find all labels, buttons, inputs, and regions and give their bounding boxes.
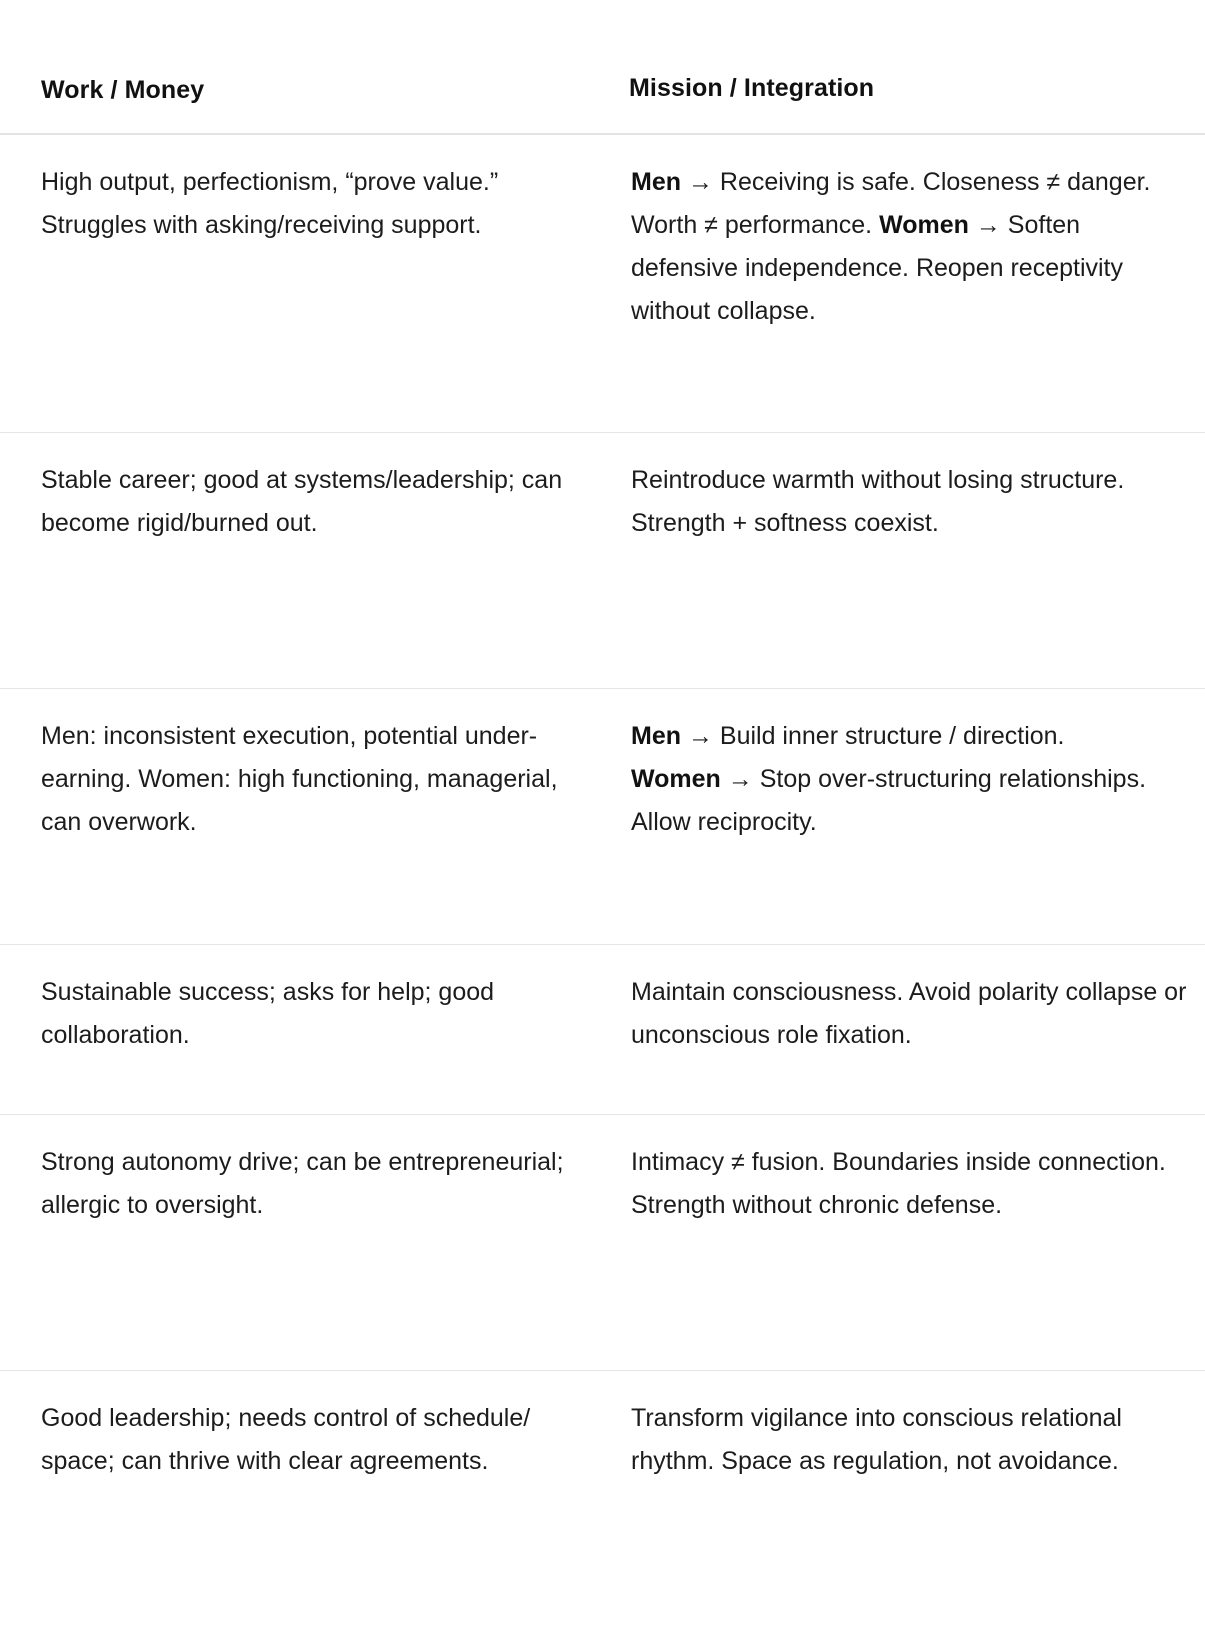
- table-row: [0, 689, 1205, 945]
- work-cell: Men: inconsistent execution, potential under-earning. Women: high functioning, managerial, can overwork.: [41, 722, 558, 836]
- table-header: [0, 0, 1205, 135]
- work-cell: Sustainable success; asks for help; good collaboration.: [41, 978, 495, 1049]
- mission-cell: Maintain consciousness. Avoid polarity collapse or unconscious role fixation.: [631, 978, 1187, 1049]
- mission-cell: [631, 715, 1191, 844]
- header-mission-integration: Mission / Integration: [629, 74, 875, 102]
- table-row: [0, 1371, 1205, 1625]
- work-cell: High output, perfectionism, “prove value.” Struggles with asking/receiving support.: [41, 168, 499, 239]
- table-row: [0, 135, 1205, 433]
- work-cell: Stable career; good at systems/leadership; can become rigid/burned out.: [41, 466, 563, 537]
- women-text: → Soften defensive independence. Reopen receptivity without collapse.: [631, 211, 1124, 325]
- women-label: Women: [631, 765, 721, 793]
- men-label: Men: [631, 722, 681, 750]
- mission-cell: [631, 161, 1191, 333]
- header-work-money: Work / Money: [41, 76, 205, 104]
- table-row: [0, 1115, 1205, 1371]
- mission-cell: Intimacy ≠ fusion. Boundaries inside connection. Strength without chronic defense.: [631, 1148, 1166, 1219]
- work-cell: Strong autonomy drive; can be entrepreneurial; allergic to oversight.: [41, 1148, 564, 1219]
- women-label: Women: [879, 211, 969, 239]
- table-row: [0, 945, 1205, 1115]
- table-row: [0, 433, 1205, 689]
- men-text: → Receiving is safe. Closeness ≠ danger. Worth ≠ performance.: [631, 168, 1151, 239]
- mission-cell: Transform vigilance into conscious relational rhythm. Space as regulation, not avoidance.: [631, 1404, 1122, 1475]
- men-text: → Build inner structure / direction.: [681, 722, 1065, 750]
- women-text: → Stop over-structuring relationships. Allow reciprocity.: [631, 765, 1147, 836]
- work-cell: Good leadership; needs control of schedule/ space; can thrive with clear agreements.: [41, 1404, 531, 1475]
- men-label: Men: [631, 168, 681, 196]
- mission-cell: Reintroduce warmth without losing structure. Strength + softness coexist.: [631, 466, 1125, 537]
